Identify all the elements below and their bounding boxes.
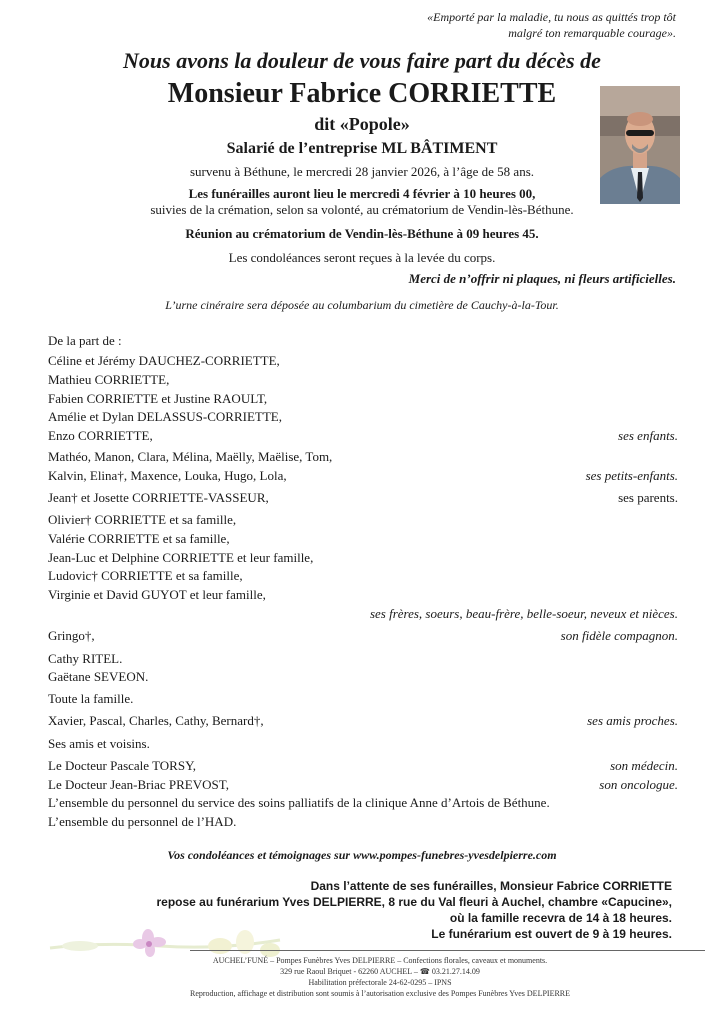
family-row: Gringo†, son fidèle compagnon.: [48, 628, 678, 643]
family-row: Fabien CORRIETTE et Justine RAOULT,: [48, 391, 268, 406]
cremation-info: suivies de la crémation, selon sa volonté, au crématorium de Vendin-lès-Béthune.: [150, 202, 574, 217]
condolences-website: Vos condoléances et témoignages sur www.pompes-funebres-yvesdelpierre.com: [167, 848, 557, 862]
announcement-intro: Nous avons la douleur de vous faire part du décès de: [123, 48, 601, 73]
family-row: Céline et Jérémy DAUCHEZ-CORRIETTE,: [48, 353, 280, 368]
family-row: Amélie et Dylan DELASSUS-CORRIETTE,: [48, 409, 282, 424]
family-row: Toute la famille.: [48, 691, 134, 706]
footer-line-3: Habilitation préfectorale 24-62-0295 – IPNS: [308, 978, 452, 987]
family-row: Jean† et Josette CORRIETTE-VASSEUR, ses parents.: [48, 490, 678, 505]
family-row: Mathieu CORRIETTE,: [48, 372, 170, 387]
family-row: Cathy RITEL.: [48, 651, 123, 666]
no-flowers-request: Merci de n’offrir ni plaques, ni fleurs artificielles.: [408, 271, 676, 286]
funeral-home-footer: [160, 955, 600, 999]
death-info: survenu à Béthune, le mercredi 28 janvier 2026, à l’âge de 58 ans.: [189, 164, 535, 179]
family-row: Le Docteur Jean-Briac PREVOST, son oncologue.: [48, 777, 678, 792]
family-row: L’ensemble du personnel de l’HAD.: [48, 814, 237, 829]
family-row: L’ensemble du personnel du service des soins palliatifs de la clinique Anne d’Artois de Béthune.: [48, 795, 550, 810]
funeral-date: Les funérailles auront lieu le mercredi 4 février à 10 heures 00,: [188, 186, 536, 201]
footer-line-2: 329 rue Raoul Briquet - 62260 AUCHEL – ☎ 03.21.27.14.09: [280, 967, 480, 976]
meeting-info: Réunion au crématorium de Vendin-lès-Béthune à 09 heures 45.: [185, 226, 539, 241]
rest-line-2: repose au funérarium Yves DELPIERRE, 8 rue du Val fleuri à Auchel, chambre «Capucine»,: [156, 895, 672, 909]
family-row: Xavier, Pascal, Charles, Cathy, Bernard†, ses amis proches.: [48, 713, 678, 728]
family-row: Ses amis et voisins.: [48, 736, 150, 751]
footer-line-4: Reproduction, affichage et distribution sont soumis à l’autorisation exclusive des Pompes Funèbres Yves DELPIERRE: [189, 989, 571, 998]
epigraph-quote: [346, 9, 676, 41]
family-row: Valérie CORRIETTE et sa famille,: [48, 531, 230, 546]
family-row: Gaëtane SEVEON.: [48, 669, 149, 684]
family-row: Jean-Luc et Delphine CORRIETTE et leur famille,: [48, 550, 314, 565]
deceased-nickname: dit «Popole»: [314, 114, 410, 134]
condolences-info: Les condoléances seront reçues à la levée du corps.: [228, 250, 496, 265]
family-row: Ludovic† CORRIETTE et sa famille,: [48, 568, 243, 583]
quote-line-2: malgré ton remarquable courage».: [508, 26, 676, 40]
family-row: Enzo CORRIETTE, ses enfants.: [48, 428, 678, 443]
footer-divider: [190, 950, 705, 951]
deceased-name: Monsieur Fabrice CORRIETTE: [167, 78, 557, 109]
family-row: Kalvin, Elina†, Maxence, Louka, Hugo, Lola, ses petits-enfants.: [48, 468, 678, 483]
family-row: Le Docteur Pascale TORSY, son médecin.: [48, 758, 678, 773]
urn-info: L’urne cinéraire sera déposée au columbarium du cimetière de Cauchy-à-la-Tour.: [165, 298, 559, 312]
family-row: Olivier† CORRIETTE et sa famille,: [48, 512, 237, 527]
rest-line-3: où la famille recevra de 14 à 18 heures.: [449, 911, 672, 925]
footer-line-1: AUCHEL’FUNÉ – Pompes Funèbres Yves DELPIERRE – Confections florales, caveaux et monuments.: [212, 956, 548, 965]
rest-line-1: Dans l’attente de ses funérailles, Monsieur Fabrice CORRIETTE: [310, 879, 672, 893]
family-row: ses frères, soeurs, beau-frère, belle-soeur, neveux et nièces.: [369, 606, 678, 621]
rest-line-4: Le funérarium est ouvert de 9 à 19 heures.: [431, 927, 672, 941]
family-row: De la part de :: [48, 333, 122, 348]
family-row: Virginie et David GUYOT et leur famille,: [48, 587, 266, 602]
quote-line-1: «Emporté par la maladie, tu nous as quittés trop tôt: [427, 10, 676, 24]
family-row: Mathéo, Manon, Clara, Mélina, Maëlly, Maëlise, Tom,: [48, 449, 333, 464]
deceased-employer: Salarié de l’entreprise ML BÂTIMENT: [226, 140, 498, 157]
